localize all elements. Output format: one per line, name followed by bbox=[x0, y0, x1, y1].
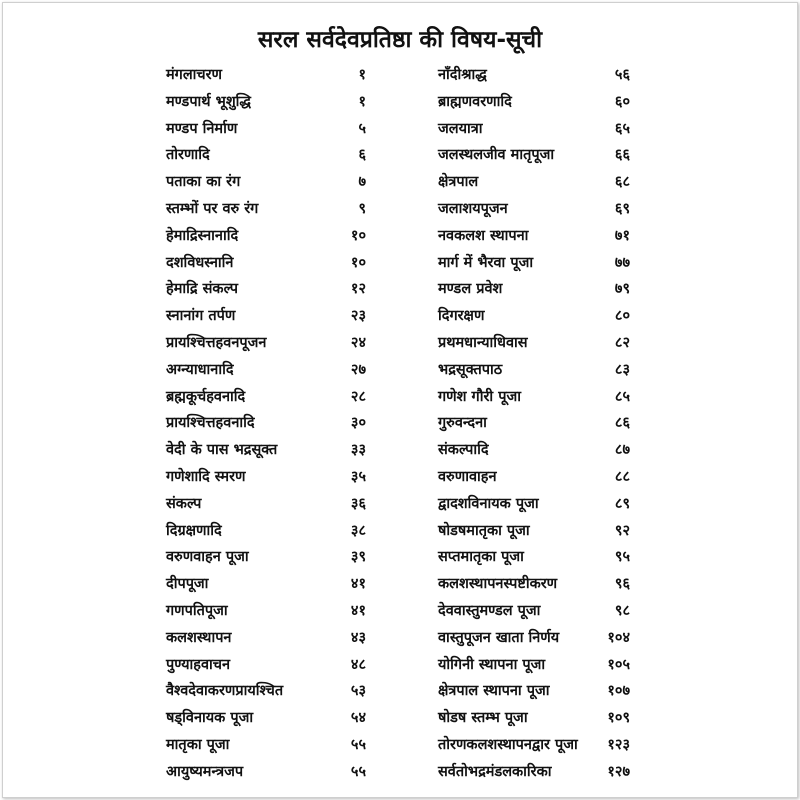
toc-entry-title: गणपतिपूजा bbox=[166, 602, 228, 619]
toc-entry-page-number: २४ bbox=[350, 334, 366, 351]
toc-entry-title: संकल्पादि bbox=[438, 442, 489, 459]
toc-entry-page-number: १०९ bbox=[607, 710, 630, 727]
toc-entry-title: दशविधस्नानि bbox=[166, 254, 234, 271]
toc-entry-title: जलाशयपूजन bbox=[438, 200, 508, 217]
toc-entry-title: स्तम्भों पर वरु रंग bbox=[166, 200, 259, 217]
toc-entry-page-number: ५५ bbox=[350, 736, 366, 753]
toc-entry-title: भद्रसूक्तपाठ bbox=[438, 361, 503, 378]
toc-entry-title: वेदी के पास भद्रसूक्त bbox=[166, 442, 278, 459]
toc-entry bbox=[166, 598, 376, 625]
toc-entry bbox=[166, 759, 376, 786]
toc-entry-title: मार्ग में भैरवा पूजा bbox=[438, 254, 534, 271]
toc-entry-title: पुण्याहवाचन bbox=[166, 656, 231, 673]
toc-entry-title: कलशस्थापन bbox=[166, 629, 232, 646]
toc-entry-title: अग्न्याधानादि bbox=[166, 361, 234, 378]
toc-entry-page-number: ८६ bbox=[614, 415, 630, 432]
toc-entry-title: ब्राह्मणवरणादि bbox=[438, 93, 512, 110]
toc-left-column bbox=[166, 62, 376, 786]
toc-entry bbox=[438, 491, 630, 518]
toc-entry-page-number: ५३ bbox=[350, 683, 366, 700]
toc-entry bbox=[166, 89, 376, 116]
toc-entry-title: गणेशादि स्मरण bbox=[166, 468, 246, 485]
toc-entry bbox=[438, 464, 630, 491]
toc-entry bbox=[166, 62, 376, 89]
toc-entry-title: तोरणकलशस्थापनद्वार पूजा bbox=[438, 736, 578, 753]
toc-entry-title: स्नानांग तर्पण bbox=[166, 308, 236, 325]
toc-entry-page-number: ८७ bbox=[614, 442, 630, 459]
toc-entry-title: योगिनी स्थापना पूजा bbox=[438, 656, 546, 673]
toc-entry bbox=[438, 571, 630, 598]
toc-entry bbox=[438, 196, 630, 223]
toc-entry bbox=[166, 223, 376, 250]
toc-entry bbox=[438, 357, 630, 384]
toc-entry bbox=[438, 142, 630, 169]
toc-entry-page-number: ८० bbox=[614, 308, 630, 325]
toc-entry-page-number: १ bbox=[358, 67, 366, 83]
toc-entry-page-number: ८५ bbox=[614, 388, 630, 405]
toc-entry-title: प्रथमधान्याधिवास bbox=[438, 334, 528, 351]
toc-entry-title: प्रायश्चित्तहवनादि bbox=[166, 415, 255, 432]
toc-entry-title: वरुणवाहन पूजा bbox=[166, 549, 249, 566]
toc-entry-title: मण्डप निर्माण bbox=[166, 120, 238, 137]
toc-entry-title: पताका का रंग bbox=[166, 174, 241, 191]
toc-entry bbox=[438, 678, 630, 705]
toc-entry-page-number: ५५ bbox=[350, 763, 366, 780]
toc-entry-title: वैश्वदेवाकरणप्रायश्चित bbox=[166, 683, 284, 700]
toc-entry bbox=[438, 652, 630, 679]
toc-entry bbox=[438, 732, 630, 759]
toc-entry-title: मंगलाचरण bbox=[166, 67, 223, 83]
toc-entry-page-number: ९६ bbox=[614, 576, 630, 593]
toc-entry-page-number: ७१ bbox=[614, 227, 630, 244]
toc-entry bbox=[438, 518, 630, 545]
toc-entry bbox=[438, 223, 630, 250]
toc-entry bbox=[438, 303, 630, 330]
toc-entry-page-number: ९५ bbox=[614, 549, 630, 566]
toc-entry-page-number: ५६ bbox=[614, 67, 630, 83]
toc-entry-title: क्षेत्रपाल स्थापना पूजा bbox=[438, 683, 550, 700]
toc-entry bbox=[438, 250, 630, 277]
toc-entry-page-number: २३ bbox=[350, 308, 366, 325]
toc-entry-title: गणेश गौरी पूजा bbox=[438, 388, 521, 405]
toc-entry-page-number: १०५ bbox=[607, 656, 630, 673]
toc-entry-page-number: ६५ bbox=[614, 120, 630, 137]
toc-entry-page-number: ८२ bbox=[614, 334, 630, 351]
toc-entry bbox=[166, 169, 376, 196]
toc-entry-title: वरुणावाहन bbox=[438, 468, 497, 485]
toc-entry-title: दिग्रक्षणादि bbox=[166, 522, 222, 539]
toc-entry-page-number: ३८ bbox=[350, 522, 366, 539]
toc-entry-page-number: २८ bbox=[350, 388, 366, 405]
toc-entry-title: प्रायश्चित्तहवनपूजन bbox=[166, 334, 267, 351]
toc-entry-page-number: ७७ bbox=[614, 254, 630, 271]
toc-entry-page-number: ३० bbox=[350, 415, 366, 432]
toc-entry bbox=[166, 384, 376, 411]
toc-entry bbox=[438, 544, 630, 571]
toc-entry-title: हेमाद्रि संकल्प bbox=[166, 281, 239, 298]
toc-entry bbox=[438, 89, 630, 116]
toc-entry-page-number: ७९ bbox=[614, 281, 630, 298]
toc-entry bbox=[166, 437, 376, 464]
toc-entry-title: षोडष स्तम्भ पूजा bbox=[438, 710, 528, 727]
toc-entry-title: नाँदीश्राद्ध bbox=[438, 67, 487, 83]
toc-entry bbox=[438, 62, 630, 89]
toc-entry-page-number: ४३ bbox=[350, 629, 366, 646]
page-title: सरल सर्वदेवप्रतिष्ठा की विषय-सूची bbox=[257, 27, 543, 53]
toc-entry-page-number: ३३ bbox=[350, 442, 366, 459]
toc-entry-title: षोडषमातृका पूजा bbox=[438, 522, 530, 539]
toc-entry-title: वास्तुपूजन खाता निर्णय bbox=[438, 629, 560, 646]
toc-entry-title: मातृका पूजा bbox=[166, 736, 230, 753]
toc-entry bbox=[166, 276, 376, 303]
toc-entry-title: षड्विनायक पूजा bbox=[166, 710, 254, 727]
toc-entry bbox=[166, 652, 376, 679]
toc-entry bbox=[166, 678, 376, 705]
toc-entry bbox=[166, 250, 376, 277]
toc-entry bbox=[166, 571, 376, 598]
toc-entry-page-number: ६० bbox=[614, 93, 630, 110]
toc-entry bbox=[166, 544, 376, 571]
toc-entry bbox=[438, 410, 630, 437]
toc-entry-page-number: १२७ bbox=[607, 763, 630, 780]
toc-entry bbox=[166, 303, 376, 330]
toc-entry-page-number: ३९ bbox=[350, 549, 366, 566]
toc-entry-page-number: ६८ bbox=[614, 174, 630, 191]
toc-entry bbox=[166, 330, 376, 357]
toc-entry-title: देववास्तुमण्डल पूजा bbox=[438, 602, 541, 619]
page-border bbox=[2, 2, 798, 798]
toc-entry-title: जलस्थलजीव मातृपूजा bbox=[438, 147, 555, 164]
toc-entry-page-number: ८८ bbox=[614, 468, 630, 485]
toc-entry-title: दिगरक्षण bbox=[438, 308, 485, 325]
toc-entry bbox=[438, 384, 630, 411]
toc-entry-page-number: ८९ bbox=[614, 495, 630, 512]
toc-entry-page-number: ९२ bbox=[614, 522, 630, 539]
toc-entry-title: सर्वतोभद्रमंडलकारिका bbox=[438, 763, 552, 780]
toc-entry bbox=[166, 464, 376, 491]
toc-entry-page-number: ६ bbox=[358, 147, 366, 164]
toc-entry-page-number: १० bbox=[350, 254, 366, 271]
toc-entry-page-number: ९८ bbox=[614, 602, 630, 619]
toc-entry-page-number: १ bbox=[358, 93, 366, 110]
toc-entry bbox=[438, 169, 630, 196]
toc-entry-title: द्वादशविनायक पूजा bbox=[438, 495, 539, 512]
toc-right-column bbox=[438, 62, 630, 786]
toc-entry bbox=[438, 705, 630, 732]
toc-entry-title: जलयात्रा bbox=[438, 120, 483, 137]
toc-entry-page-number: ७ bbox=[358, 174, 366, 191]
toc-entry-page-number: ३६ bbox=[350, 495, 366, 512]
toc-entry-title: क्षेत्रपाल bbox=[438, 174, 479, 191]
toc-entry-title: मण्डल प्रवेश bbox=[438, 281, 503, 298]
toc-entry-title: मण्डपार्थ भूशुद्धि bbox=[166, 93, 252, 110]
toc-entry-title: नवकलश स्थापना bbox=[438, 227, 529, 244]
toc-entry bbox=[438, 759, 630, 786]
toc-entry bbox=[166, 357, 376, 384]
toc-entry-page-number: ३५ bbox=[350, 468, 366, 485]
toc-entry-title: ब्रह्मकूर्चहवनादि bbox=[166, 388, 246, 405]
toc-entry bbox=[166, 625, 376, 652]
toc-entry-page-number: ९ bbox=[358, 200, 366, 217]
toc-entry-page-number: १०४ bbox=[607, 629, 630, 646]
toc-entry bbox=[438, 330, 630, 357]
toc-entry-page-number: ४८ bbox=[350, 656, 366, 673]
toc-entry bbox=[438, 276, 630, 303]
toc-entry bbox=[438, 625, 630, 652]
toc-entry bbox=[166, 142, 376, 169]
toc-entry-title: तोरणादि bbox=[166, 147, 210, 164]
toc-entry-page-number: १०७ bbox=[607, 683, 630, 700]
toc-entry-title: गुरुवन्दना bbox=[438, 415, 487, 432]
toc-entry-page-number: १२३ bbox=[607, 736, 630, 753]
toc-entry bbox=[166, 116, 376, 143]
toc-entry-page-number: ४१ bbox=[350, 602, 366, 619]
toc-entry bbox=[166, 705, 376, 732]
toc-entry-page-number: ४१ bbox=[350, 576, 366, 593]
toc-entry-title: दीपपूजा bbox=[166, 576, 209, 593]
toc-entry-page-number: २७ bbox=[350, 361, 366, 378]
toc-entry-title: कलशस्थापनस्पष्टीकरण bbox=[438, 576, 558, 593]
toc-entry-title: आयुष्यमन्त्रजप bbox=[166, 763, 244, 780]
toc-entry bbox=[438, 598, 630, 625]
toc-entry-page-number: १२ bbox=[350, 281, 366, 298]
toc-entry bbox=[438, 437, 630, 464]
toc-entry-title: संकल्प bbox=[166, 495, 202, 512]
toc-entry-title: सप्तमातृका पूजा bbox=[438, 549, 524, 566]
toc-entry bbox=[166, 732, 376, 759]
toc-entry bbox=[438, 116, 630, 143]
toc-entry-page-number: ५४ bbox=[350, 710, 366, 727]
toc-entry-page-number: ८३ bbox=[614, 361, 630, 378]
toc-entry bbox=[166, 196, 376, 223]
toc-entry-page-number: ५ bbox=[358, 120, 366, 137]
toc-entry bbox=[166, 518, 376, 545]
toc-entry bbox=[166, 491, 376, 518]
toc-entry-page-number: १० bbox=[350, 227, 366, 244]
toc-entry-title: हेमाद्रिस्नानादि bbox=[166, 227, 239, 244]
toc-entry bbox=[166, 410, 376, 437]
toc-entry-page-number: ६६ bbox=[614, 147, 630, 164]
toc-entry-page-number: ६९ bbox=[614, 200, 630, 217]
